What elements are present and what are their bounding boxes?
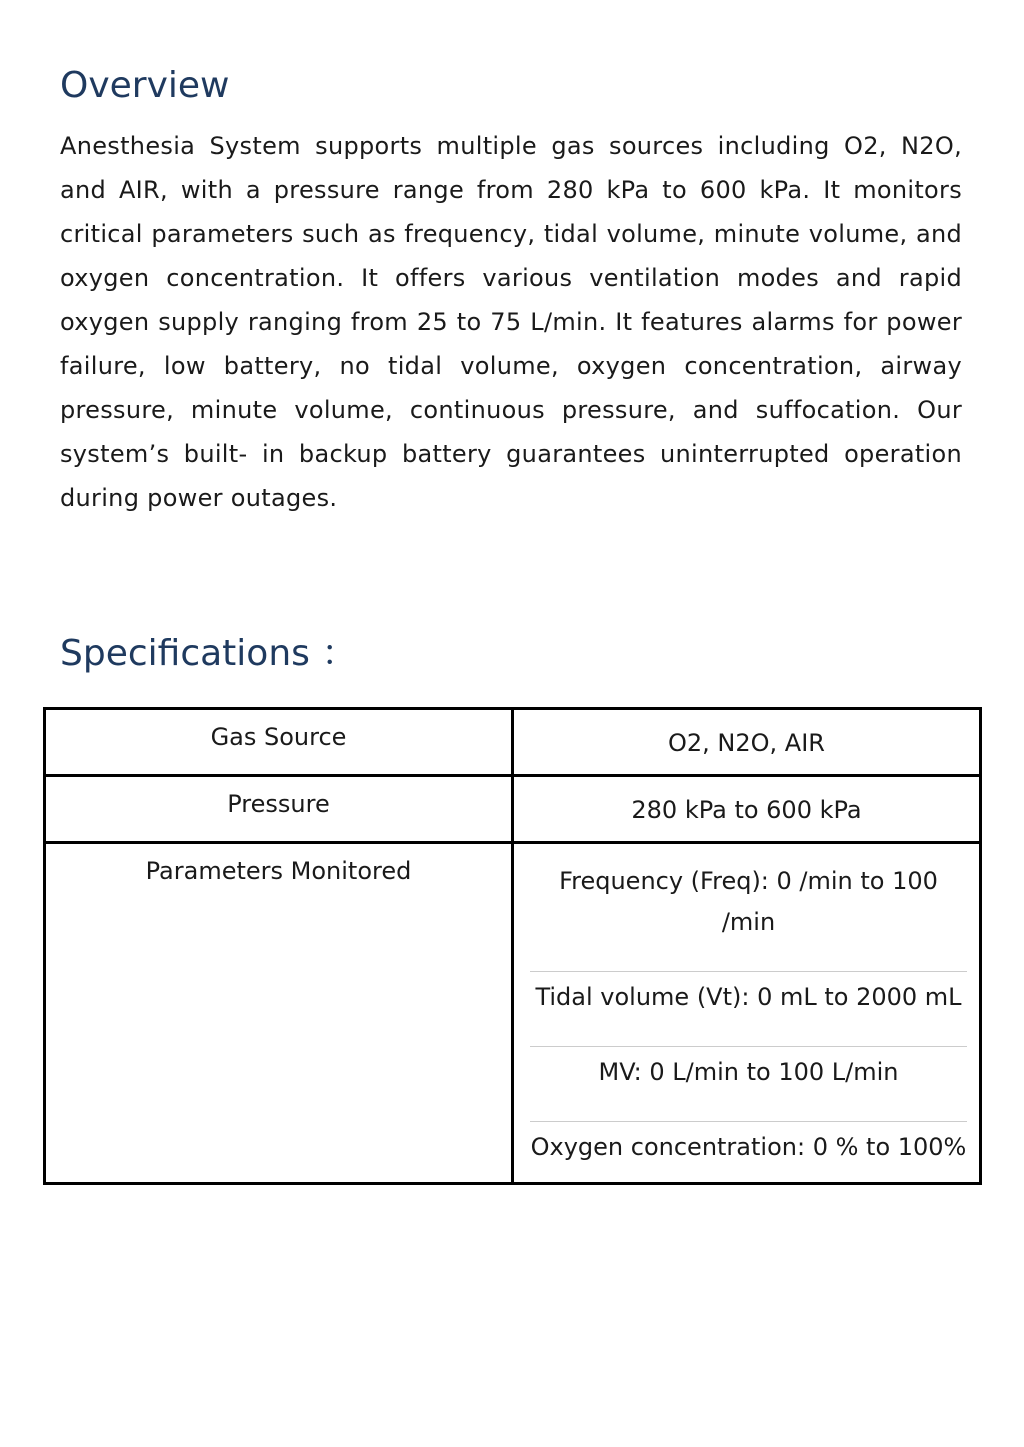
pressure-label: Pressure xyxy=(227,790,330,818)
table-row xyxy=(45,709,981,776)
specifications-table xyxy=(43,707,982,1185)
table-cell-value xyxy=(513,776,981,843)
table-cell-label xyxy=(45,776,513,843)
parameter-frequency: Frequency (Freq): 0 /min to 100 /min xyxy=(530,856,967,972)
parameter-tidal-volume: Tidal volume (Vt): 0 mL to 2000 mL xyxy=(530,972,967,1047)
parameter-oxygen-concentration: Oxygen concentration: 0 % to 100% xyxy=(530,1133,967,1161)
overview-heading: Overview xyxy=(60,65,230,106)
table-row xyxy=(45,776,981,843)
table-cell-label xyxy=(45,709,513,776)
parameter-minute-volume: MV: 0 L/min to 100 L/min xyxy=(530,1047,967,1122)
table-cell-label xyxy=(45,843,513,1184)
overview-paragraph: Anesthesia System supports multiple gas sources including O2, N2O, and AIR, with a pressure range from 280 kPa to 600 kPa. It monitors critical parameters such as frequency, tidal volume, minute volume, and oxygen concentration. It offers various ventilation modes and rapid oxygen supply ranging from 25 to 75 L/min. It features alarms for power failure, low battery, no tidal volume, oxygen concentration, airway pressure, minute volume, continuous pressure, and suffocation. Our system’s built- in backup battery guarantees uninterrupted operation during power outages. xyxy=(60,132,962,512)
parameters-monitored-label: Parameters Monitored xyxy=(145,857,412,885)
table-cell-value xyxy=(513,709,981,776)
pressure-value: 280 kPa to 600 kPa xyxy=(631,796,862,824)
parameters-list xyxy=(514,844,979,1182)
table-row xyxy=(45,843,981,1184)
gas-source-value: O2, N2O, AIR xyxy=(668,729,825,757)
specifications-heading: Specifications ： xyxy=(60,633,358,674)
table-cell-value xyxy=(513,843,981,1184)
gas-source-label: Gas Source xyxy=(210,723,347,751)
